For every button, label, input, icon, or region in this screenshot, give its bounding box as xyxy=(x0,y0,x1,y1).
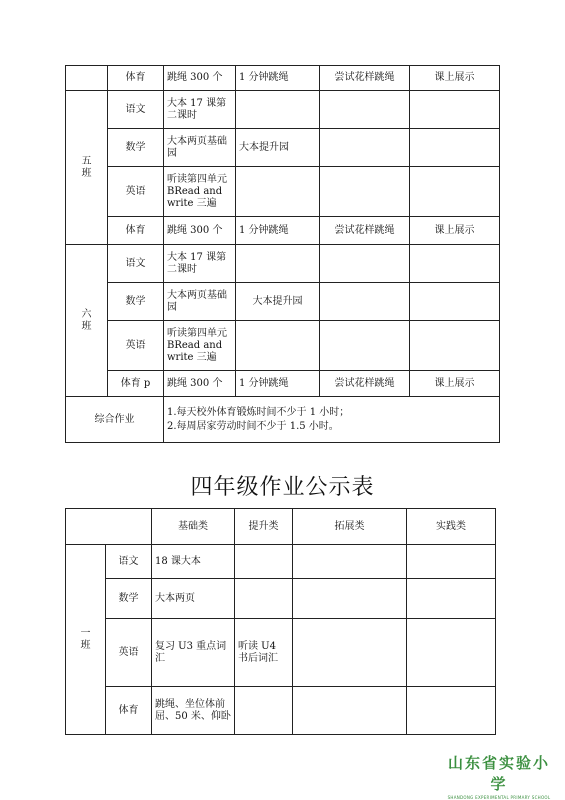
subject-cell: 语文 xyxy=(108,245,164,283)
summary-notes xyxy=(164,397,500,443)
practice-cell: 课上展示 xyxy=(410,371,500,397)
practice-cell xyxy=(410,91,500,129)
subject-cell: 体育 xyxy=(108,217,164,245)
basic-cell: 大本 17 课第二课时 xyxy=(164,245,236,283)
practice-cell xyxy=(410,245,500,283)
basic-cell: 跳绳 300 个 xyxy=(164,371,236,397)
table-row xyxy=(66,217,500,245)
improve-cell xyxy=(235,687,293,735)
subject-cell: 体育 p xyxy=(108,371,164,397)
header-practice: 实践类 xyxy=(407,509,496,545)
table-row xyxy=(66,397,500,443)
improve-cell: 1 分钟跳绳 xyxy=(236,371,320,397)
extend-cell xyxy=(293,545,407,579)
school-logo-text: 山东省实验小学 xyxy=(447,754,550,793)
extend-cell xyxy=(320,321,410,371)
table-row xyxy=(66,167,500,217)
practice-cell xyxy=(410,283,500,321)
basic-cell: 复习 U3 重点词汇 xyxy=(152,619,235,687)
subject-cell: 语文 xyxy=(108,91,164,129)
table-row xyxy=(66,579,496,619)
subject-cell: 英语 xyxy=(106,619,152,687)
extend-cell: 尝试花样跳绳 xyxy=(320,371,410,397)
practice-cell xyxy=(407,545,496,579)
subject-cell: 英语 xyxy=(108,167,164,217)
basic-cell: 跳绳 300 个 xyxy=(164,217,236,245)
extend-cell xyxy=(293,579,407,619)
basic-cell: 听读第四单元 BRead and write 三遍 xyxy=(164,321,236,371)
table-row xyxy=(66,245,500,283)
improve-cell: 1 分钟跳绳 xyxy=(236,66,320,91)
improve-cell: 大本提升园 xyxy=(236,129,320,167)
table-row xyxy=(66,91,500,129)
table-row xyxy=(66,66,500,91)
extend-cell xyxy=(320,167,410,217)
grade-table-continued xyxy=(65,65,500,443)
improve-cell xyxy=(235,579,293,619)
table-row xyxy=(66,371,500,397)
practice-cell xyxy=(407,579,496,619)
subject-cell: 英语 xyxy=(108,321,164,371)
basic-cell: 大本 17 课第二课时 xyxy=(164,91,236,129)
table-row xyxy=(66,687,496,735)
subject-cell: 数学 xyxy=(108,283,164,321)
improve-cell xyxy=(236,167,320,217)
school-logo xyxy=(440,752,558,800)
practice-cell: 课上展示 xyxy=(410,66,500,91)
class-label-1: 一 班 xyxy=(66,545,106,735)
header-basic: 基础类 xyxy=(152,509,235,545)
extend-cell xyxy=(320,129,410,167)
basic-cell: 跳绳 300 个 xyxy=(164,66,236,91)
school-logo-subtext: SHANDONG EXPERIMENTAL PRIMARY SCHOOL xyxy=(447,795,551,800)
summary-line: 1.每天校外体育锻炼时间不少于 1 小时； xyxy=(167,406,350,418)
basic-cell: 听读第四单元 BRead and write 三遍 xyxy=(164,167,236,217)
extend-cell xyxy=(320,283,410,321)
basic-cell: 大本两页 xyxy=(152,579,235,619)
subject-cell: 数学 xyxy=(106,579,152,619)
extend-cell xyxy=(320,245,410,283)
header-extend: 拓展类 xyxy=(293,509,407,545)
class-label-5: 五 班 xyxy=(66,91,108,245)
practice-cell xyxy=(410,167,500,217)
table-row xyxy=(66,545,496,579)
improve-cell: 1 分钟跳绳 xyxy=(236,217,320,245)
improve-cell xyxy=(236,321,320,371)
subject-cell: 语文 xyxy=(106,545,152,579)
subject-cell: 体育 xyxy=(106,687,152,735)
table-row xyxy=(66,619,496,687)
subject-cell: 体育 xyxy=(108,66,164,91)
improve-cell xyxy=(236,245,320,283)
extend-cell: 尝试花样跳绳 xyxy=(320,66,410,91)
grade-four-table xyxy=(65,508,496,735)
basic-cell: 18 课大本 xyxy=(152,545,235,579)
page-title: 四年级作业公示表 xyxy=(190,475,375,500)
basic-cell: 大本两页基础园 xyxy=(164,283,236,321)
improve-cell: 大本提升园 xyxy=(236,283,320,321)
table-row xyxy=(66,129,500,167)
extend-cell xyxy=(320,91,410,129)
basic-cell: 跳绳、坐位体前屈、50 米、仰卧 xyxy=(152,687,235,735)
practice-cell xyxy=(410,321,500,371)
table-row xyxy=(66,283,500,321)
header-improve: 提升类 xyxy=(235,509,293,545)
practice-cell xyxy=(407,619,496,687)
summary-label: 综合作业 xyxy=(66,397,164,443)
summary-line: 2.每周居家劳动时间不少于 1.5 小时。 xyxy=(167,420,339,432)
subject-cell: 数学 xyxy=(108,129,164,167)
practice-cell xyxy=(407,687,496,735)
extend-cell xyxy=(293,619,407,687)
improve-cell xyxy=(235,545,293,579)
header-row xyxy=(66,509,496,545)
improve-cell xyxy=(236,91,320,129)
extend-cell xyxy=(293,687,407,735)
improve-cell: 听读 U4 书后词汇 xyxy=(235,619,293,687)
basic-cell: 大本两页基础园 xyxy=(164,129,236,167)
practice-cell xyxy=(410,129,500,167)
class-label-6: 六 班 xyxy=(66,245,108,397)
practice-cell: 课上展示 xyxy=(410,217,500,245)
table-row xyxy=(66,321,500,371)
extend-cell: 尝试花样跳绳 xyxy=(320,217,410,245)
